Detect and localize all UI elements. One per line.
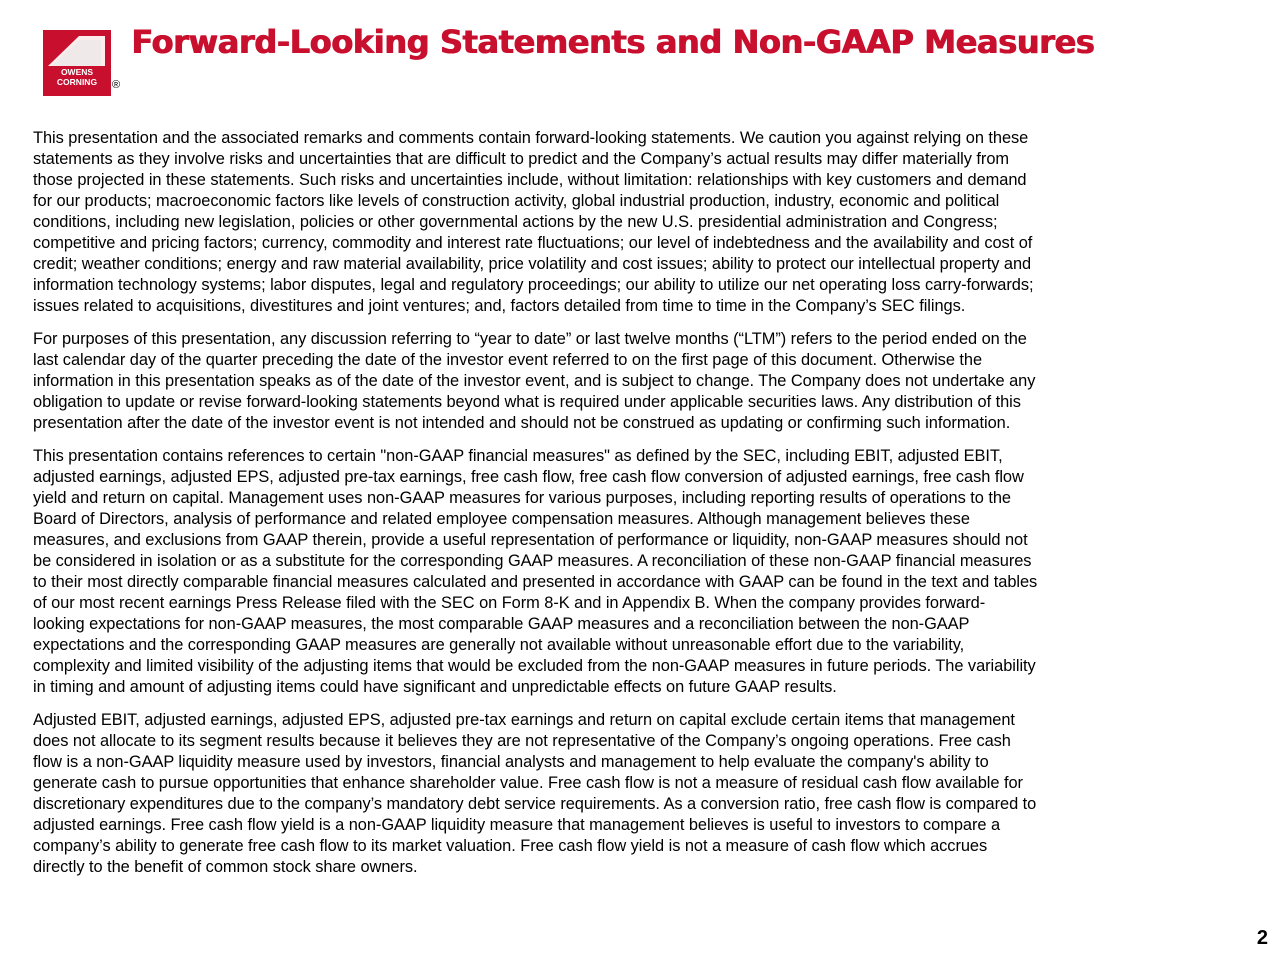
paragraph-line: does not allocate to its segment results because it believes they are not representative of the Company’s ongoing operations. Free cash [33, 732, 1011, 750]
paragraph-line: statements as they involve risks and uncertainties that are difficult to predict and the Company’s actual results may differ materially from [33, 150, 1009, 168]
page-title: Forward-Looking Statements and Non-GAAP Measures [131, 23, 1095, 61]
paragraph-line: adjusted earnings. Free cash flow yield is a non-GAAP liquidity measure that management believes is useful to investors to compare a [33, 816, 1001, 834]
logo-text-owens: OWENS [60, 67, 94, 77]
page-number: 2 [1256, 927, 1268, 949]
paragraph-2 [33, 329, 1245, 434]
paragraph-line: information in this presentation speaks as of the date of the investor event, and is subject to change. The Company does not undertake any [33, 372, 1036, 390]
paragraph-line: For purposes of this presentation, any discussion referring to “year to date” or last twelve months (“LTM”) refers to the period ended on the [33, 330, 1027, 348]
paragraph-line: in timing and amount of adjusting items could have significant and unpredictable effects on future GAAP results. [33, 678, 837, 696]
paragraph-1 [33, 128, 1245, 317]
paragraph-line: conditions, including new legislation, policies or other governmental actions by the new U.S. presidential administration and Congress; [33, 213, 998, 231]
owens-corning-logo-icon [43, 30, 111, 96]
paragraph-line: information technology systems; labor disputes, legal and regulatory proceedings; our ability to utilize our net operating loss carry-forwards; [33, 276, 1034, 294]
paragraph-line: credit; weather conditions; energy and raw material availability, price volatility and cost issues; ability to protect our intellectual property and [33, 255, 1032, 273]
paragraph-line: company’s ability to generate free cash flow to its market valuation. Free cash flow yield is not a measure of cash flow which accrues [33, 837, 988, 855]
paragraph-line: issues related to acquisitions, divestitures and joint ventures; and, factors detailed from time to time in the Company’s SEC filings. [33, 297, 966, 315]
paragraph-line: obligation to update or revise forward-looking statements beyond what is required under applicable securities laws. Any distribution of this [33, 393, 1021, 411]
body-text [33, 128, 1245, 890]
paragraph-line: adjusted earnings, adjusted EPS, adjusted pre-tax earnings, free cash flow, free cash flow conversion of adjusted earnings, free cash flow [33, 468, 1024, 486]
paragraph-line: discretionary expenditures due to the company’s mandatory debt service requirements. As a conversion ratio, free cash flow is compared to [33, 795, 1037, 813]
paragraph-line: This presentation contains references to certain "non-GAAP financial measures" as defined by the SEC, including EBIT, adjusted EBIT, [33, 447, 1003, 465]
paragraph-line: be considered in isolation or as a substitute for the corresponding GAAP measures. A reconciliation of these non-GAAP financial measures [33, 552, 1032, 570]
paragraph-line: for our products; macroeconomic factors like levels of construction activity, global industrial production, industry, economic and political [33, 192, 1000, 210]
paragraph-line: presentation after the date of the investor event is not intended and should not be construed as updating or confirming such information. [33, 414, 1011, 432]
logo-text-corning: CORNING [56, 77, 98, 87]
owens-corning-logo [43, 30, 111, 96]
paragraph-line: Adjusted EBIT, adjusted earnings, adjusted EPS, adjusted pre-tax earnings and return on capital exclude certain items that management [33, 711, 1015, 729]
paragraph-line: expectations and the corresponding GAAP measures are generally not available without unreasonable effort due to the variability, [33, 636, 965, 654]
paragraph-line: This presentation and the associated remarks and comments contain forward-looking statements. We caution you against relying on these [33, 129, 1029, 147]
paragraph-line: those projected in these statements. Such risks and uncertainties include, without limitation: relationships with key customers and demand [33, 171, 1027, 189]
paragraph-line: looking expectations for non-GAAP measures, the most comparable GAAP measures and a reconciliation between the non-GAAP [33, 615, 970, 633]
paragraph-line: last calendar day of the quarter preceding the date of the investor event referred to on the first page of this document. Otherwise the [33, 351, 983, 369]
paragraph-line: flow is a non-GAAP liquidity measure used by investors, financial analysts and management to help evaluate the company's ability to [33, 753, 989, 771]
paragraph-line: measures, and exclusions from GAAP therein, provide a useful representation of performance or liquidity, non-GAAP measures should not [33, 531, 1028, 549]
paragraph-line: complexity and limited visibility of the adjusting items that would be excluded from the non-GAAP measures in future periods. The variability [33, 657, 1036, 675]
paragraph-3 [33, 446, 1245, 698]
paragraph-line: to their most directly comparable financial measures calculated and presented in accordance with GAAP can be found in the text and tables [33, 573, 1038, 591]
registered-mark: ® [112, 79, 121, 91]
paragraph-line: directly to the benefit of common stock share owners. [33, 858, 418, 876]
paragraph-line: competitive and pricing factors; currency, commodity and interest rate fluctuations; our level of indebtedness and the availability and cost of [33, 234, 1033, 252]
paragraph-line: generate cash to pursue opportunities that enhance shareholder value. Free cash flow is not a measure of residual cash flow available for [33, 774, 1023, 792]
paragraph-line: yield and return on capital. Management uses non-GAAP measures for various purposes, including reporting results of operations to the [33, 489, 1011, 507]
paragraph-4 [33, 710, 1245, 878]
paragraph-line: of our most recent earnings Press Release filed with the SEC on Form 8-K and in Appendix B. When the company provides forward- [33, 594, 986, 612]
paragraph-line: Board of Directors, analysis of performance and related employee compensation measures. Although management believes these [33, 510, 970, 528]
